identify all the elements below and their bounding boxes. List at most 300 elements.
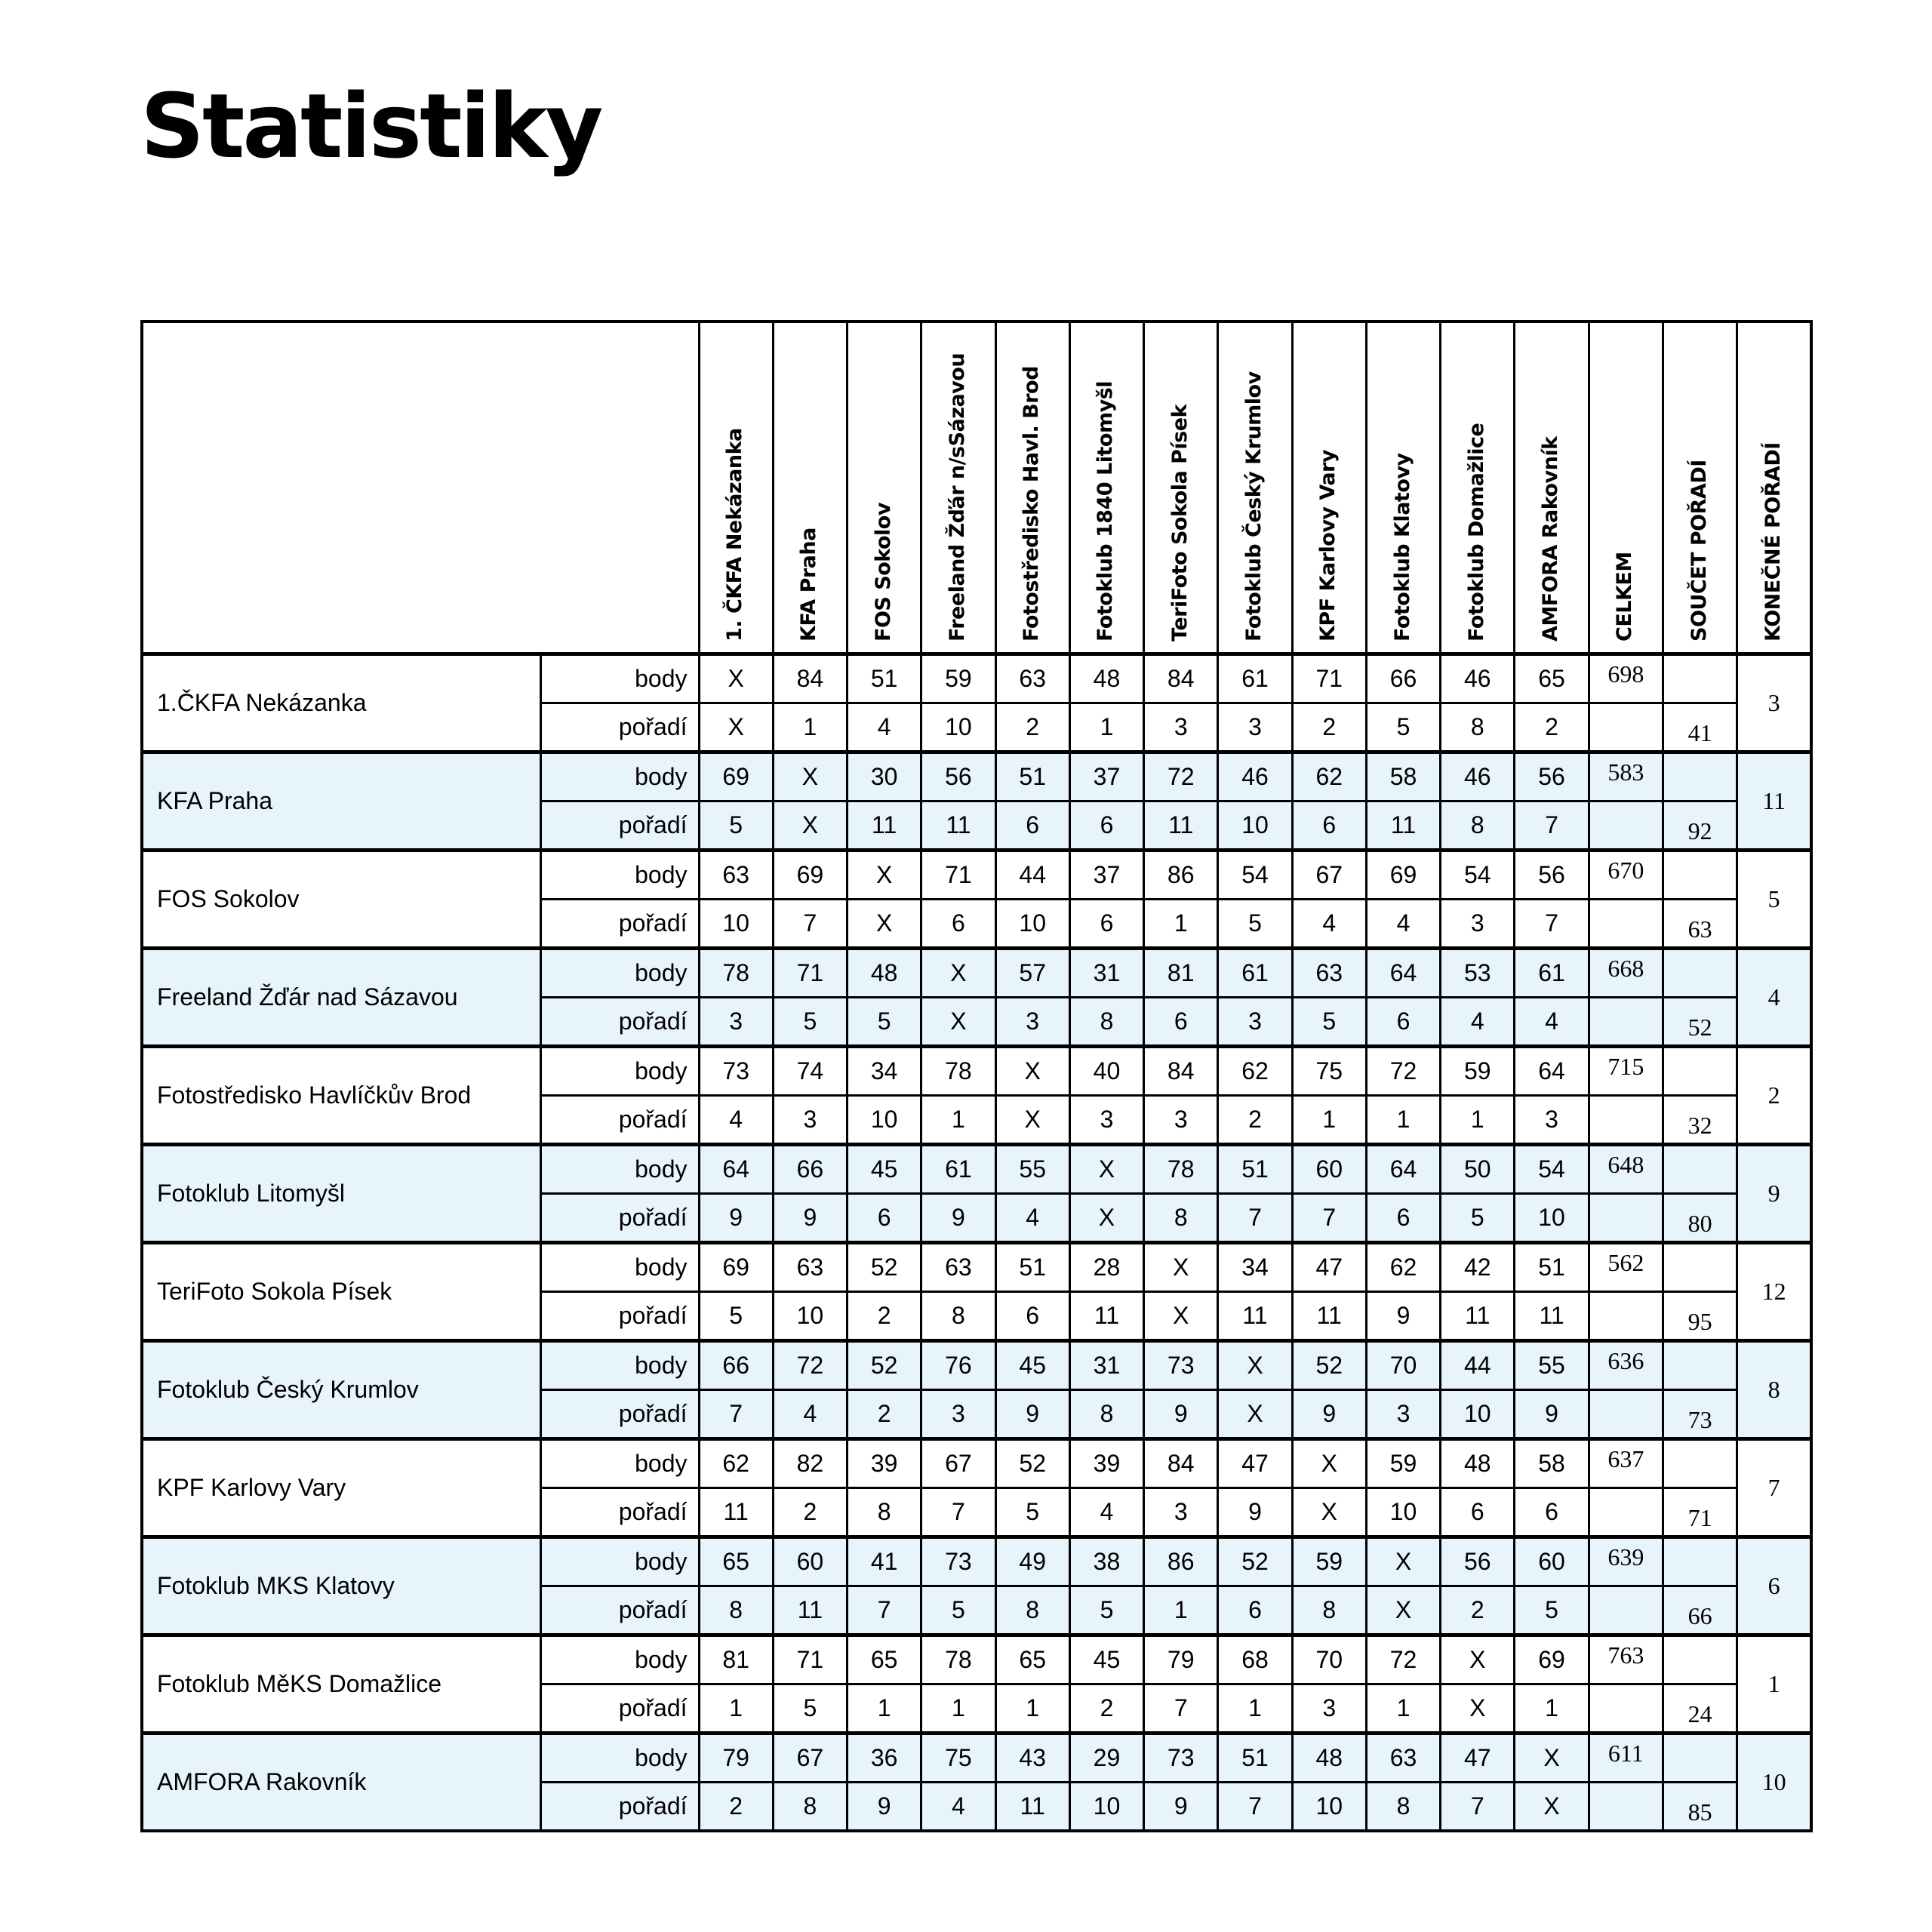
rank-cell: 9	[921, 1194, 995, 1243]
team-name: AMFORA Rakovník	[142, 1734, 540, 1832]
rank-cell: 5	[1366, 703, 1440, 752]
rank-cell: 1	[921, 1684, 995, 1734]
rank-cell: X	[1515, 1783, 1589, 1832]
column-header-label: AMFORA Rakovník	[1539, 436, 1563, 641]
rank-sum-cell: 24	[1663, 1684, 1737, 1734]
score-cell: 58	[1366, 752, 1440, 801]
rank-cell: 9	[1515, 1390, 1589, 1439]
rank-cell: 6	[995, 1292, 1069, 1341]
rank-sum-empty	[1663, 752, 1737, 801]
rank-cell: 7	[848, 1586, 921, 1635]
rank-sum-cell: 41	[1663, 703, 1737, 752]
score-cell: 54	[1441, 851, 1515, 900]
column-header	[1292, 321, 1366, 654]
total-points-empty	[1589, 998, 1663, 1047]
rank-cell: 5	[773, 998, 847, 1047]
rank-cell: 8	[699, 1586, 773, 1635]
rank-cell: 10	[995, 900, 1069, 949]
score-cell: 67	[1292, 851, 1366, 900]
team-name: 1.ČKFA Nekázanka	[142, 654, 540, 752]
final-rank-cell: 8	[1737, 1341, 1811, 1439]
row-label-body: body	[540, 1341, 699, 1390]
score-cell: 34	[848, 1047, 921, 1096]
rank-sum-cell: 92	[1663, 801, 1737, 851]
rank-cell: 11	[1292, 1292, 1366, 1341]
score-cell: 36	[848, 1734, 921, 1783]
score-cell: 42	[1441, 1243, 1515, 1292]
rank-cell: 4	[1515, 998, 1589, 1047]
final-rank-cell: 11	[1737, 752, 1811, 851]
score-cell: 48	[848, 949, 921, 998]
rank-cell: 6	[1218, 1586, 1292, 1635]
row-label-body: body	[540, 1145, 699, 1194]
rank-cell: 3	[1144, 703, 1218, 752]
final-rank-cell: 3	[1737, 654, 1811, 752]
rank-cell: 3	[1144, 1096, 1218, 1145]
score-cell: 48	[1441, 1439, 1515, 1488]
score-cell: 68	[1218, 1635, 1292, 1684]
rank-sum-cell: 32	[1663, 1096, 1737, 1145]
score-cell: 64	[1366, 949, 1440, 998]
rank-cell: 5	[699, 801, 773, 851]
score-cell: 51	[1218, 1145, 1292, 1194]
total-points-cell: 636	[1589, 1341, 1663, 1390]
final-rank-cell: 7	[1737, 1439, 1811, 1537]
rank-cell: 8	[848, 1488, 921, 1537]
rank-cell: 6	[995, 801, 1069, 851]
column-header	[773, 321, 847, 654]
total-points-cell: 583	[1589, 752, 1663, 801]
score-cell: 39	[1069, 1439, 1143, 1488]
rank-cell: 4	[1366, 900, 1440, 949]
score-cell: 84	[1144, 1047, 1218, 1096]
total-points-empty	[1589, 1194, 1663, 1243]
rank-cell: 10	[1366, 1488, 1440, 1537]
rank-cell: X	[995, 1096, 1069, 1145]
rank-sum-empty	[1663, 1047, 1737, 1096]
score-cell: 56	[1515, 851, 1589, 900]
score-cell: X	[1366, 1537, 1440, 1586]
total-points-empty	[1589, 1783, 1663, 1832]
rank-cell: X	[921, 998, 995, 1047]
final-rank-cell: 12	[1737, 1243, 1811, 1341]
total-points-cell: 668	[1589, 949, 1663, 998]
score-cell: 40	[1069, 1047, 1143, 1096]
score-cell: 59	[1366, 1439, 1440, 1488]
rank-cell: 8	[1069, 1390, 1143, 1439]
rank-sum-cell: 95	[1663, 1292, 1737, 1341]
score-cell: 37	[1069, 851, 1143, 900]
rank-cell: 5	[1292, 998, 1366, 1047]
score-cell: 44	[995, 851, 1069, 900]
rank-cell: 5	[1069, 1586, 1143, 1635]
page-title: Statistiky	[140, 74, 601, 178]
column-header-label: Fotoklub Domažlice	[1464, 423, 1488, 641]
column-header	[1218, 321, 1292, 654]
rank-cell: 8	[1292, 1586, 1366, 1635]
column-header	[1069, 321, 1143, 654]
score-cell: 65	[995, 1635, 1069, 1684]
rank-sum-cell: 73	[1663, 1390, 1737, 1439]
final-rank-cell: 5	[1737, 851, 1811, 949]
column-header-label: Fotostředisko Havl. Brod	[1020, 366, 1044, 641]
rank-cell: 10	[699, 900, 773, 949]
score-cell: 56	[1515, 752, 1589, 801]
total-points-empty	[1589, 1684, 1663, 1734]
row-label-body: body	[540, 1439, 699, 1488]
rank-cell: 7	[1218, 1783, 1292, 1832]
column-header-label: CELKEM	[1613, 552, 1637, 641]
row-label-body: body	[540, 1537, 699, 1586]
score-cell: 66	[1366, 654, 1440, 703]
rank-cell: 11	[1144, 801, 1218, 851]
rank-cell: 4	[995, 1194, 1069, 1243]
score-cell: 78	[699, 949, 773, 998]
score-cell: 52	[995, 1439, 1069, 1488]
score-cell: 61	[1218, 949, 1292, 998]
final-rank-cell: 10	[1737, 1734, 1811, 1832]
table-row-body	[142, 949, 1811, 998]
rank-cell: 7	[1218, 1194, 1292, 1243]
column-header	[1144, 321, 1218, 654]
rank-cell: 8	[1144, 1194, 1218, 1243]
column-header	[921, 321, 995, 654]
score-cell: 71	[773, 1635, 847, 1684]
team-name: Freeland Žďár nad Sázavou	[142, 949, 540, 1047]
column-header	[995, 321, 1069, 654]
row-label-poradi: pořadí	[540, 900, 699, 949]
table-row-body	[142, 1243, 1811, 1292]
rank-cell: 7	[773, 900, 847, 949]
score-cell: 62	[1292, 752, 1366, 801]
score-cell: 39	[848, 1439, 921, 1488]
score-cell: 59	[1441, 1047, 1515, 1096]
rank-cell: 11	[699, 1488, 773, 1537]
rank-cell: 5	[1441, 1194, 1515, 1243]
score-cell: 76	[921, 1341, 995, 1390]
rank-cell: 10	[1069, 1783, 1143, 1832]
score-cell: 64	[1366, 1145, 1440, 1194]
total-points-cell: 715	[1589, 1047, 1663, 1096]
score-cell: 61	[1218, 654, 1292, 703]
rank-cell: 2	[699, 1783, 773, 1832]
rank-cell: 6	[1144, 998, 1218, 1047]
total-points-empty	[1589, 1488, 1663, 1537]
score-cell: 78	[921, 1047, 995, 1096]
rank-cell: 5	[773, 1684, 847, 1734]
rank-cell: 11	[1441, 1292, 1515, 1341]
table-row-body	[142, 1439, 1811, 1488]
rank-cell: 8	[1069, 998, 1143, 1047]
score-cell: X	[1218, 1341, 1292, 1390]
score-cell: 86	[1144, 851, 1218, 900]
score-cell: X	[1441, 1635, 1515, 1684]
row-label-body: body	[540, 949, 699, 998]
rank-cell: 10	[1515, 1194, 1589, 1243]
rank-cell: 4	[1292, 900, 1366, 949]
team-name: KFA Praha	[142, 752, 540, 851]
score-cell: 63	[1366, 1734, 1440, 1783]
column-header	[1737, 321, 1811, 654]
rank-cell: 3	[995, 998, 1069, 1047]
rank-cell: 5	[848, 998, 921, 1047]
score-cell: 69	[1366, 851, 1440, 900]
score-cell: 73	[699, 1047, 773, 1096]
column-header-label: Fotoklub Český Krumlov	[1241, 371, 1266, 641]
score-cell: 84	[1144, 654, 1218, 703]
rank-cell: 11	[921, 801, 995, 851]
score-cell: 49	[995, 1537, 1069, 1586]
score-cell: 50	[1441, 1145, 1515, 1194]
row-label-poradi: pořadí	[540, 1390, 699, 1439]
score-cell: 54	[1515, 1145, 1589, 1194]
score-cell: 64	[699, 1145, 773, 1194]
score-cell: 73	[1144, 1734, 1218, 1783]
table-row-body	[142, 851, 1811, 900]
score-cell: 52	[848, 1341, 921, 1390]
rank-cell: X	[773, 801, 847, 851]
score-cell: 66	[773, 1145, 847, 1194]
score-cell: X	[848, 851, 921, 900]
rank-cell: 6	[848, 1194, 921, 1243]
score-cell: 78	[921, 1635, 995, 1684]
rank-cell: 11	[1069, 1292, 1143, 1341]
rank-cell: 1	[699, 1684, 773, 1734]
score-cell: 60	[1292, 1145, 1366, 1194]
column-header-label: KONEČNÉ POŘADÍ	[1761, 442, 1785, 641]
rank-cell: 7	[1441, 1783, 1515, 1832]
rank-cell: 3	[1069, 1096, 1143, 1145]
score-cell: X	[773, 752, 847, 801]
table-body	[142, 654, 1811, 1832]
score-cell: 61	[1515, 949, 1589, 998]
score-cell: 29	[1069, 1734, 1143, 1783]
score-cell: 67	[773, 1734, 847, 1783]
team-name: Fotoklub MKS Klatovy	[142, 1537, 540, 1635]
rank-cell: 8	[995, 1586, 1069, 1635]
score-cell: 81	[1144, 949, 1218, 998]
total-points-empty	[1589, 1292, 1663, 1341]
row-label-body: body	[540, 851, 699, 900]
rank-cell: 10	[921, 703, 995, 752]
table-row-body	[142, 654, 1811, 703]
score-cell: 44	[1441, 1341, 1515, 1390]
score-cell: 52	[1292, 1341, 1366, 1390]
rank-cell: 2	[773, 1488, 847, 1537]
score-cell: 65	[848, 1635, 921, 1684]
score-cell: 65	[699, 1537, 773, 1586]
row-label-poradi: pořadí	[540, 1684, 699, 1734]
column-header	[848, 321, 921, 654]
score-cell: 28	[1069, 1243, 1143, 1292]
score-cell: 71	[1292, 654, 1366, 703]
rank-cell: 9	[1366, 1292, 1440, 1341]
rank-sum-cell: 80	[1663, 1194, 1737, 1243]
rank-cell: X	[1441, 1684, 1515, 1734]
row-label-poradi: pořadí	[540, 1292, 699, 1341]
score-cell: X	[995, 1047, 1069, 1096]
rank-cell: 2	[848, 1292, 921, 1341]
score-cell: X	[1144, 1243, 1218, 1292]
score-cell: 72	[1366, 1635, 1440, 1684]
rank-cell: 5	[921, 1586, 995, 1635]
rank-cell: 6	[1441, 1488, 1515, 1537]
rank-cell: 8	[1441, 801, 1515, 851]
rank-sum-cell: 63	[1663, 900, 1737, 949]
final-rank-cell: 6	[1737, 1537, 1811, 1635]
rank-cell: 7	[1144, 1684, 1218, 1734]
score-cell: 62	[699, 1439, 773, 1488]
rank-cell: 11	[1515, 1292, 1589, 1341]
column-header	[699, 321, 773, 654]
rank-sum-empty	[1663, 654, 1737, 703]
score-cell: 45	[848, 1145, 921, 1194]
rank-cell: 9	[848, 1783, 921, 1832]
table-row-body	[142, 1047, 1811, 1096]
rank-cell: 7	[921, 1488, 995, 1537]
column-header-label: SOUČET POŘADÍ	[1687, 460, 1711, 641]
header-corner	[142, 321, 699, 654]
score-cell: 64	[1515, 1047, 1589, 1096]
rank-cell: 4	[921, 1783, 995, 1832]
rank-cell: 1	[1144, 1586, 1218, 1635]
score-cell: 55	[995, 1145, 1069, 1194]
score-cell: 84	[1144, 1439, 1218, 1488]
score-cell: 61	[921, 1145, 995, 1194]
rank-cell: 11	[1218, 1292, 1292, 1341]
row-label-body: body	[540, 752, 699, 801]
rank-cell: 9	[773, 1194, 847, 1243]
score-cell: 43	[995, 1734, 1069, 1783]
rank-cell: 3	[1292, 1684, 1366, 1734]
rank-cell: 6	[1069, 801, 1143, 851]
table-row-body	[142, 1537, 1811, 1586]
rank-cell: 4	[1069, 1488, 1143, 1537]
final-rank-cell: 1	[1737, 1635, 1811, 1734]
total-points-cell: 670	[1589, 851, 1663, 900]
rank-cell: X	[848, 900, 921, 949]
team-name: FOS Sokolov	[142, 851, 540, 949]
row-label-body: body	[540, 1243, 699, 1292]
rank-cell: 11	[995, 1783, 1069, 1832]
rank-cell: 1	[1441, 1096, 1515, 1145]
score-cell: 72	[1144, 752, 1218, 801]
score-cell: 69	[699, 752, 773, 801]
rank-sum-empty	[1663, 1243, 1737, 1292]
score-cell: 71	[921, 851, 995, 900]
rank-cell: 2	[1441, 1586, 1515, 1635]
score-cell: X	[1069, 1145, 1143, 1194]
score-cell: 51	[995, 752, 1069, 801]
score-cell: 62	[1218, 1047, 1292, 1096]
score-cell: 48	[1069, 654, 1143, 703]
table-row-body	[142, 1635, 1811, 1684]
score-cell: 74	[773, 1047, 847, 1096]
row-label-poradi: pořadí	[540, 1586, 699, 1635]
rank-sum-cell: 52	[1663, 998, 1737, 1047]
rank-cell: 10	[1441, 1390, 1515, 1439]
rank-sum-empty	[1663, 1734, 1737, 1783]
total-points-cell: 562	[1589, 1243, 1663, 1292]
score-cell: 51	[1218, 1734, 1292, 1783]
rank-cell: X	[699, 703, 773, 752]
column-header	[1515, 321, 1589, 654]
score-cell: 59	[1292, 1537, 1366, 1586]
table-row-body	[142, 1145, 1811, 1194]
total-points-empty	[1589, 1096, 1663, 1145]
rank-cell: 5	[1515, 1586, 1589, 1635]
header-row	[142, 321, 1811, 654]
score-cell: 62	[1366, 1243, 1440, 1292]
score-cell: 31	[1069, 1341, 1143, 1390]
rank-cell: 10	[1218, 801, 1292, 851]
score-cell: 79	[699, 1734, 773, 1783]
rank-cell: 2	[1218, 1096, 1292, 1145]
final-rank-cell: 9	[1737, 1145, 1811, 1243]
score-cell: 52	[848, 1243, 921, 1292]
score-cell: 54	[1218, 851, 1292, 900]
score-cell: 58	[1515, 1439, 1589, 1488]
rank-cell: 1	[1218, 1684, 1292, 1734]
rank-cell: 6	[1069, 900, 1143, 949]
score-cell: X	[921, 949, 995, 998]
rank-cell: 4	[773, 1390, 847, 1439]
row-label-poradi: pořadí	[540, 1783, 699, 1832]
score-cell: 65	[1515, 654, 1589, 703]
score-cell: 81	[699, 1635, 773, 1684]
column-header-label: Fotoklub Klatovy	[1390, 453, 1414, 641]
score-cell: 69	[773, 851, 847, 900]
score-cell: 51	[995, 1243, 1069, 1292]
team-name: Fotoklub Litomyšl	[142, 1145, 540, 1243]
score-cell: 59	[921, 654, 995, 703]
column-header-label: KPF Karlovy Vary	[1316, 450, 1340, 641]
score-cell: 47	[1441, 1734, 1515, 1783]
rank-cell: 11	[848, 801, 921, 851]
rank-cell: 1	[1144, 900, 1218, 949]
rank-cell: 3	[1218, 998, 1292, 1047]
score-cell: 53	[1441, 949, 1515, 998]
team-name: Fotoklub Český Krumlov	[142, 1341, 540, 1439]
row-label-poradi: pořadí	[540, 1194, 699, 1243]
table-row-body	[142, 1341, 1811, 1390]
rank-sum-empty	[1663, 1439, 1737, 1488]
row-label-poradi: pořadí	[540, 703, 699, 752]
score-cell: 51	[848, 654, 921, 703]
rank-sum-empty	[1663, 1635, 1737, 1684]
rank-cell: 1	[848, 1684, 921, 1734]
score-cell: 66	[699, 1341, 773, 1390]
column-header-label: TeriFoto Sokola Písek	[1168, 404, 1192, 641]
final-rank-cell: 4	[1737, 949, 1811, 1047]
score-cell: 75	[1292, 1047, 1366, 1096]
rank-cell: 7	[1515, 900, 1589, 949]
rank-cell: 6	[1515, 1488, 1589, 1537]
score-cell: 30	[848, 752, 921, 801]
total-points-cell: 763	[1589, 1635, 1663, 1684]
rank-cell: 3	[1366, 1390, 1440, 1439]
rank-cell: 1	[921, 1096, 995, 1145]
row-label-body: body	[540, 1734, 699, 1783]
score-cell: 73	[1144, 1341, 1218, 1390]
score-cell: 67	[921, 1439, 995, 1488]
rank-cell: 1	[1515, 1684, 1589, 1734]
score-cell: 46	[1218, 752, 1292, 801]
score-cell: 71	[773, 949, 847, 998]
score-cell: 37	[1069, 752, 1143, 801]
rank-cell: 11	[773, 1586, 847, 1635]
rank-cell: 3	[1515, 1096, 1589, 1145]
